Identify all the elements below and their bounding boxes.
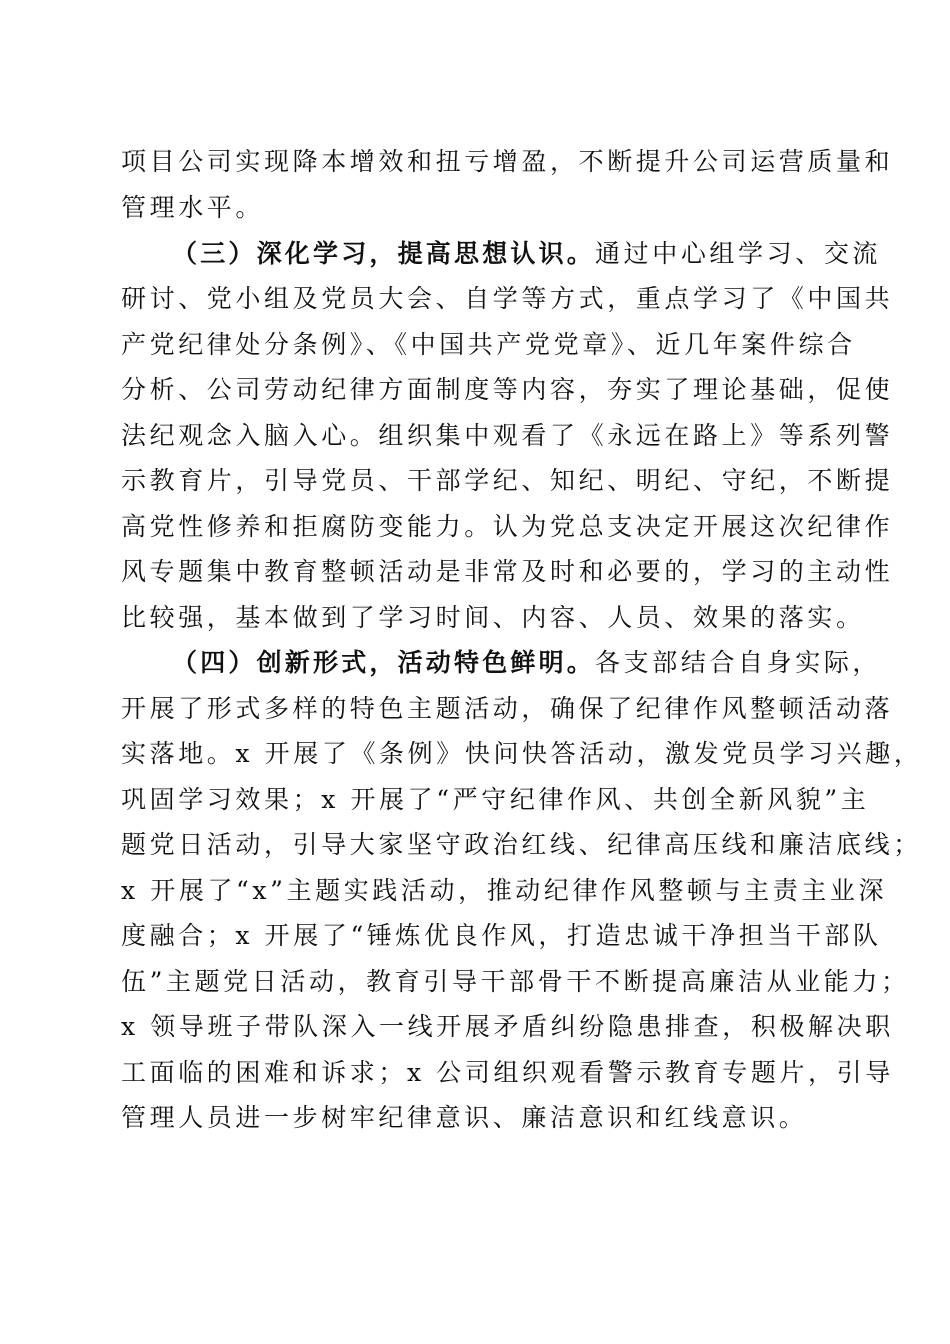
paragraph-2-line-8: 风专题集中教育整顿活动是非常及时和必要的，学习的主动性: [121, 557, 894, 586]
paragraph-3-line-9: x 领导班子带队深入一线开展矛盾纠纷隐患排查，积极解决职: [121, 1012, 894, 1041]
paragraph-2-line-3: 产党纪律处分条例》、《中国共产党党章》、近几年案件综合: [121, 330, 856, 359]
paragraph-3-line-5: 题党日活动，引导大家坚守政治红线、纪律高压线和廉洁底线；: [121, 830, 922, 859]
paragraph-3-line-8: 伍”主题党日活动，教育引导干部骨干不断提高廉洁从业能力；: [121, 967, 910, 996]
paragraph-1-line-2: 管理水平。: [121, 193, 265, 222]
paragraph-3-line-2: 开展了形式多样的特色主题活动，确保了纪律作风整顿活动落: [121, 694, 894, 723]
paragraph-2-first-line-text: 通过中心组学习、交流: [595, 239, 882, 268]
paragraph-2-line-7: 高党性修养和拒腐防变能力。认为党总支决定开展这次纪律作: [121, 512, 894, 541]
paragraph-1-line-1: 项目公司实现降本增效和扭亏增盈，不断提升公司运营质量和: [121, 147, 894, 176]
paragraph-2-line-2: 研讨、党小组及党员大会、自学等方式，重点学习了《中国共: [121, 284, 894, 313]
paragraph-2-line-6: 示教育片，引导党员、干部学纪、知纪、明纪、守纪，不断提: [121, 466, 894, 495]
paragraph-3-line-6: x 开展了“x”主题实践活动，推动纪律作风整顿与主责主业深: [121, 876, 888, 905]
paragraph-3-line-3: 实落地。x 开展了《条例》快问快答活动，激发党员学习兴趣，: [121, 739, 923, 768]
paragraph-3-line-11: 管理人员进一步树牢纪律意识、廉洁意识和红线意识。: [121, 1103, 808, 1132]
paragraph-3-line-4: 巩固学习效果；x 开展了“严守纪律作风、共创全新风貌”主: [121, 785, 870, 814]
paragraph-2-heading: （三）深化学习，提高思想认识。: [172, 239, 596, 268]
paragraph-3-heading: （四）创新形式，活动特色鲜明。: [172, 648, 596, 677]
paragraph-3-line-7: 度融合；x 开展了“锤炼优良作风，打造忠诚干净担当干部队: [121, 921, 882, 950]
paragraph-3-first-line-text: 各支部结合自身实际，: [595, 648, 882, 677]
paragraph-2-first-line: [172, 234, 882, 274]
paragraph-2-line-9: 比较强，基本做到了学习时间、内容、人员、效果的落实。: [121, 603, 865, 632]
paragraph-3-first-line: [172, 643, 882, 683]
paragraph-3-line-10: 工面临的困难和诉求；x 公司组织观看警示教育专题片，引导: [121, 1058, 894, 1087]
paragraph-2-line-5: 法纪观念入脑入心。组织集中观看了《永远在路上》等系列警: [121, 421, 894, 450]
paragraph-2-line-4: 分析、公司劳动纪律方面制度等内容，夯实了理论基础，促使: [121, 375, 894, 404]
